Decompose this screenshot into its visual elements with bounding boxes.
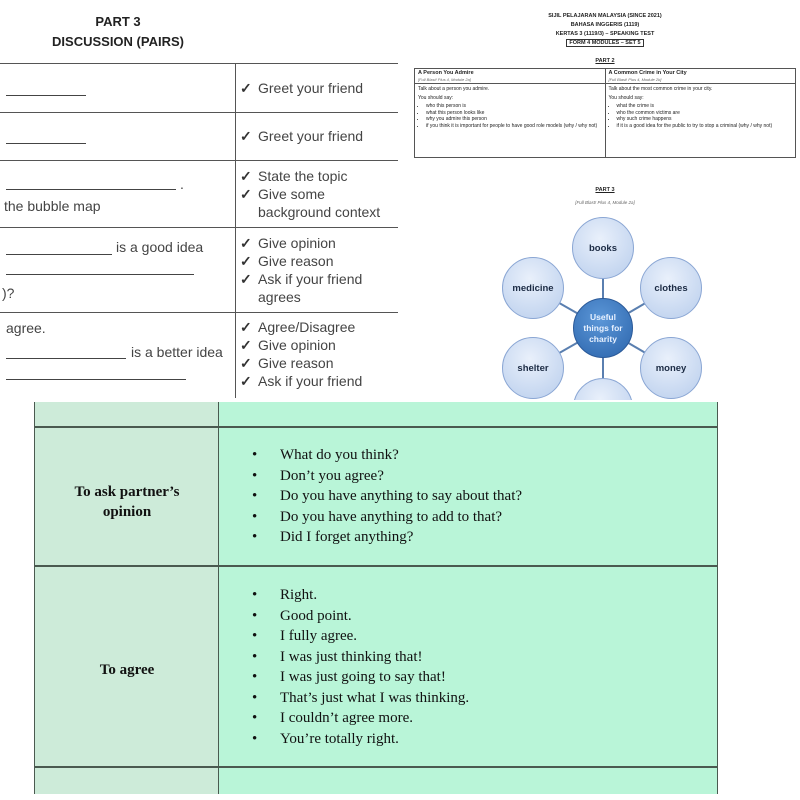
bubble-medicine: medicine	[502, 257, 564, 319]
blank-line	[6, 358, 126, 359]
check-label: agrees	[258, 289, 301, 305]
row-heading: To ask partner’s opinion	[74, 484, 180, 520]
check-label: Give opinion	[258, 337, 336, 353]
part3-title: PART 3	[595, 187, 615, 193]
card-bullet: • who this person is	[426, 103, 602, 110]
part2-title: PART 2	[595, 58, 615, 64]
checklist-item	[240, 318, 355, 336]
phrase: • I was just thinking that!	[253, 647, 469, 668]
divider	[0, 63, 398, 64]
heading-column	[35, 402, 219, 794]
check-label: Ask if your friend	[258, 271, 363, 287]
card-bullet: • why such crime happens	[617, 116, 793, 123]
check-icon: ✓	[240, 235, 252, 251]
row-divider	[35, 766, 717, 768]
check-icon: ✓	[240, 168, 252, 184]
checklist-item	[240, 234, 336, 252]
phrase: • That’s just what I was thinking.	[253, 688, 469, 709]
checklist-item	[240, 354, 333, 372]
blank-line	[6, 379, 186, 380]
card-bullet: • if you think it is important for people to have good role models (why / why not)	[426, 123, 602, 130]
checklist-item	[240, 185, 325, 203]
left-text: is a better idea	[131, 344, 223, 360]
check-label: background context	[258, 204, 381, 220]
phrase: • I fully agree.	[253, 626, 469, 647]
check-icon: ✓	[240, 186, 252, 202]
left-text: is a good idea	[116, 239, 204, 255]
phrase-list	[253, 445, 522, 548]
checklist-item	[240, 79, 363, 97]
bubble-center: Useful things for charity	[573, 298, 633, 358]
check-icon: ✓	[240, 355, 252, 371]
checklist-item	[240, 372, 362, 390]
divider	[0, 160, 398, 161]
card-bullet: • what the crime is	[617, 103, 793, 110]
row-divider	[35, 565, 717, 567]
check-icon: ✓	[240, 319, 252, 335]
checklist-item	[240, 270, 362, 288]
section-title: DISCUSSION (PAIRS)	[52, 34, 184, 49]
check-label: Greet your friend	[258, 80, 364, 96]
phrase: • Did I forget anything?	[253, 527, 522, 548]
phrase: • I was just going to say that!	[253, 667, 469, 688]
blank-line	[6, 254, 112, 255]
card-bullet: • who the common victims are	[617, 110, 793, 117]
check-label: Ask if your friend	[258, 373, 363, 389]
bubble-shelter: shelter	[502, 337, 564, 399]
check-label: State the topic	[258, 168, 348, 184]
phrases-table	[34, 402, 718, 794]
card-bullet: • what this person looks like	[426, 110, 602, 117]
check-label: Give reason	[258, 355, 334, 371]
check-icon: ✓	[240, 128, 252, 144]
blank-line	[6, 95, 86, 96]
check-icon: ✓	[240, 337, 252, 353]
column-divider	[235, 63, 236, 398]
left-text: the bubble map	[4, 198, 101, 214]
header-line: SIJIL PELAJARAN MALAYSIA (SINCE 2021)	[548, 13, 662, 19]
check-label: Greet your friend	[258, 128, 364, 144]
card-bullet: • why you admire this person	[426, 116, 602, 123]
divider	[0, 112, 398, 113]
phrase: • Do you have anything to say about that?	[253, 486, 522, 507]
phrase: • You’re totally right.	[253, 729, 469, 750]
blank-line	[6, 274, 194, 275]
check-label: Give some	[258, 186, 325, 202]
checklist-item	[240, 336, 336, 354]
checklist-item	[240, 203, 380, 221]
discussion-pairs-sheet	[0, 0, 398, 398]
card-source: [Full Blast! Plus 4, Module 2a]	[415, 77, 605, 85]
card-source: [Full Blast! Plus 4, Module 2b]	[606, 77, 796, 85]
checklist-item	[240, 288, 301, 306]
check-icon: ✓	[240, 253, 252, 269]
checklist-item	[240, 127, 363, 145]
check-label: Give reason	[258, 253, 334, 269]
check-label: Give opinion	[258, 235, 336, 251]
divider	[0, 227, 398, 228]
header-line: BAHASA INGGERIS (1119)	[570, 22, 640, 28]
bubble-clothes: clothes	[640, 257, 702, 319]
divider	[0, 312, 398, 313]
checklist-item	[240, 167, 348, 185]
card-title: A Common Crime in Your City	[608, 70, 687, 76]
phrase: • Good point.	[253, 606, 469, 627]
bubble-books: books	[572, 217, 634, 279]
phrase-list	[253, 585, 469, 749]
header-line: KERTAS 3 (1119/3) – SPEAKING TEST	[555, 31, 655, 37]
blank-line	[6, 143, 86, 144]
check-label: Agree/Disagree	[258, 319, 356, 335]
check-icon: ✓	[240, 373, 252, 389]
row-divider	[35, 426, 717, 428]
card-say: You should say:	[418, 94, 454, 101]
checklist-item	[240, 252, 333, 270]
phrase: • I couldn’t agree more.	[253, 708, 469, 729]
part-title: PART 3	[95, 14, 141, 29]
card-bullet: • if it is a good idea for the public to try to stop a criminal (why / why not)	[617, 123, 793, 130]
card-prompt: Talk about a person you admire.	[418, 86, 490, 92]
left-text: agree.	[6, 320, 46, 336]
phrase: • What do you think?	[253, 445, 522, 466]
phrase: • Right.	[253, 585, 469, 606]
bubble-money: money	[640, 337, 702, 399]
card-title: A Person You Admire	[418, 70, 474, 76]
row-heading: To agree	[99, 662, 155, 678]
part3-source: [Full Blast! Plus 4, Module 2a]	[575, 200, 635, 205]
check-icon: ✓	[240, 80, 252, 96]
period-text: .	[180, 176, 184, 192]
set-label: FORM 4 MODULES – SET 5	[566, 39, 643, 47]
card-prompt: Talk about the most common crime in your city.	[608, 86, 713, 92]
phrase: • Don’t you agree?	[253, 466, 522, 487]
phrase: • Do you have anything to add to that?	[253, 507, 522, 528]
speaking-test-sheet	[410, 0, 800, 400]
card-say: You should say:	[608, 94, 644, 101]
left-text: )?	[2, 285, 15, 301]
check-icon: ✓	[240, 271, 252, 287]
blank-line	[6, 189, 176, 190]
